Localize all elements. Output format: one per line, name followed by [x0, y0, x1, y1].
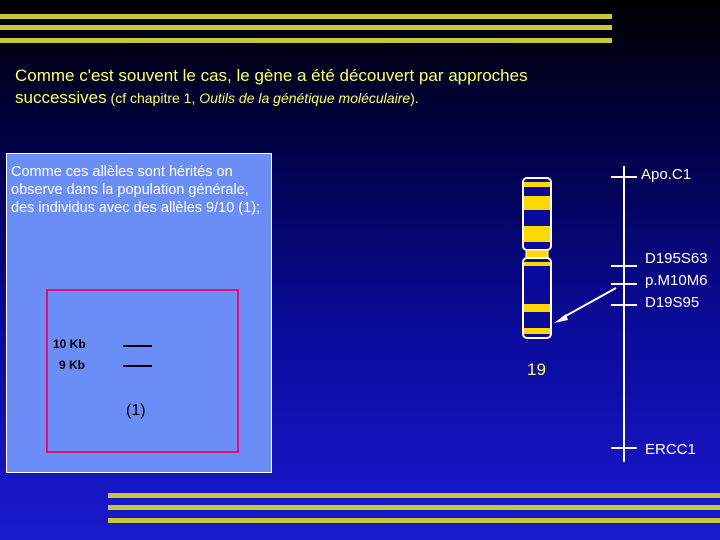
top-stripe-1 — [0, 14, 612, 19]
marker-label-d195s63: D195S63 — [645, 250, 708, 267]
marker-tick-apoc1 — [611, 176, 637, 178]
heading-line-2 — [15, 87, 705, 109]
heading-line-2-start: successives — [15, 88, 107, 107]
marker-label-d19s95: D19S95 — [645, 294, 700, 311]
marker-tick-pm10m6 — [611, 283, 637, 285]
band-10kb — [123, 345, 152, 347]
bottom-stripe-3 — [108, 518, 720, 523]
marker-tick-d195s63 — [611, 265, 637, 267]
map-axis — [623, 166, 625, 462]
bottom-stripe-2 — [108, 505, 720, 510]
top-stripe-3 — [0, 38, 612, 43]
bottom-stripe-1 — [108, 493, 720, 498]
heading-line-1: Comme c'est souvent le cas, le gène a été découvert par approches — [15, 66, 528, 85]
top-stripe-2 — [0, 25, 612, 30]
band-9kb — [123, 365, 152, 367]
label-9kb: 9 Kb — [59, 358, 86, 372]
chromosome-number: 19 — [527, 360, 546, 379]
label-10kb: 10 Kb — [53, 337, 86, 351]
chromosome-19-ideogram — [520, 176, 560, 358]
panel-text: Comme ces allèles sont hérités on observe dans la population générale, des individus avec des allèles 9/10 (1); — [11, 164, 261, 216]
marker-tick-d19s95 — [611, 304, 637, 306]
marker-label-apoc1: Apo.C1 — [641, 166, 692, 183]
slide-heading — [15, 65, 705, 109]
marker-label-ercc1: ERCC1 — [645, 441, 696, 458]
heading-italic: Outils de la génétique moléculaire — [199, 90, 411, 106]
arrow-pointer — [550, 286, 620, 326]
marker-tick-ercc1 — [611, 447, 637, 449]
heading-paren-open: (cf chapitre 1, — [106, 90, 200, 106]
marker-label-pm10m6: p.M10M6 — [645, 272, 708, 289]
lane-label: (1) — [126, 402, 146, 419]
heading-paren-close: ). — [410, 90, 419, 106]
